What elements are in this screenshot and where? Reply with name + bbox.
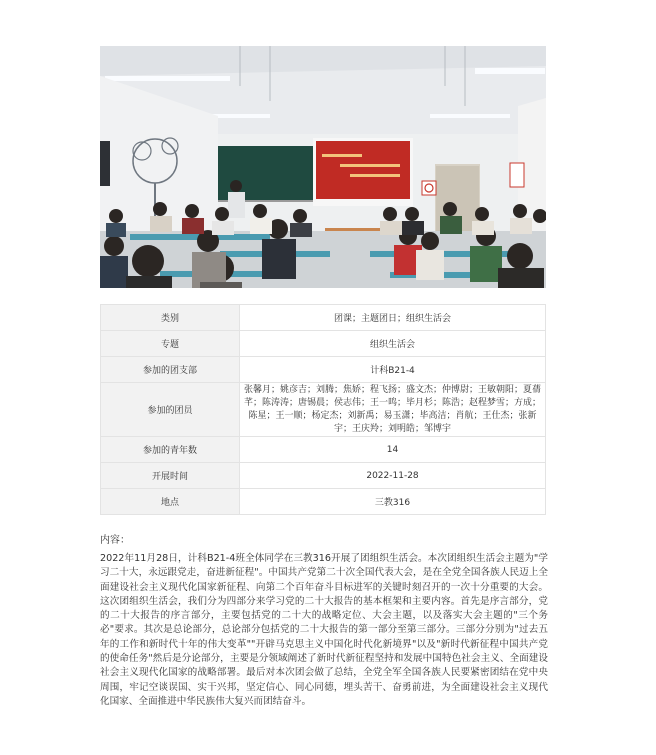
- row-value-location: 三教316: [240, 489, 546, 515]
- table-row: [101, 437, 546, 463]
- content-body: 2022年11月28日，计科B21-4班全体同学在三教316开展了团组织生活会。本次团组织生活会主题为"学习二十大，永远跟党走，奋进新征程"。中国共产党第二十次全国代表大会，是在全党全国各族人民迈上全面建设社会主义现代化国家新征程、向第二个百年奋斗目标进军的关键时刻召开的一次十分重要的大会。这次团组织生活会，我们分为四部分来学习党的二十大报告的基本框架和主要内容。首先是序言部分，党的二十大报告的序言部分，主要包括党的二十大的战略定位、大会主题，以及落实大会主题的"三个务必"要求。其次是总论部分，总论部分包括党的二十大报告的第一部分至第三部分。三部分分别为"过去五年的工作和新时代十年的伟大变革""开辟马克思主义中国化时代化新境界"以及"新时代新征程中国共产党的使命任务"然后是分论部分，主要是分领域阐述了新时代新征程坚持和发展中国特色社会主义、全面建设社会主义现代化国家的战略部署。最后对本次团会做了总结，全党全军全国各族人民要紧密团结在党中央周围，牢记空谈误国、实干兴邦，坚定信心、同心同德，埋头苦干、奋勇前进，为全面建设社会主义现代化国家、全面推进中华民族伟大复兴而团结奋斗。: [100, 553, 548, 707]
- table-row: [101, 383, 546, 437]
- row-label-members: 参加的团员: [101, 383, 240, 437]
- row-value-members: 张馨月；姚彦吉；刘腾；焦娇；程飞扬；盛文杰；仲博尉；王敏朝阳；夏蒨芊；陈涛涛；唐锡晨；侯志伟；王一鸣；毕月杉；陈浩；赵程梦雪；方成；陈星；王一顺；杨定杰；刘新禹；易玉潇；毕高洁；肖航；王仕杰；张新宇；王庆羚；刘明皓；邹博宇: [240, 383, 546, 437]
- table-row: [101, 463, 546, 489]
- row-value-branch: 计科B21-4: [240, 357, 546, 383]
- row-value-topic: 组织生活会: [240, 331, 546, 357]
- table-row: [101, 305, 546, 331]
- row-label-youth-count: 参加的青年数: [101, 437, 240, 463]
- row-value-youth-count: 14: [240, 437, 546, 463]
- table-row: [101, 331, 546, 357]
- content-label: 内容：: [100, 535, 130, 546]
- table-row: [101, 489, 546, 515]
- row-label-location: 地点: [101, 489, 240, 515]
- table-row: [101, 357, 546, 383]
- activity-info-table: [100, 304, 546, 515]
- row-value-category: 团课；主题团日；组织生活会: [240, 305, 546, 331]
- row-label-category: 类别: [101, 305, 240, 331]
- row-label-date: 开展时间: [101, 463, 240, 489]
- classroom-photo: [100, 46, 546, 288]
- row-label-branch: 参加的团支部: [101, 357, 240, 383]
- row-value-date: 2022-11-28: [240, 463, 546, 489]
- row-label-topic: 专题: [101, 331, 240, 357]
